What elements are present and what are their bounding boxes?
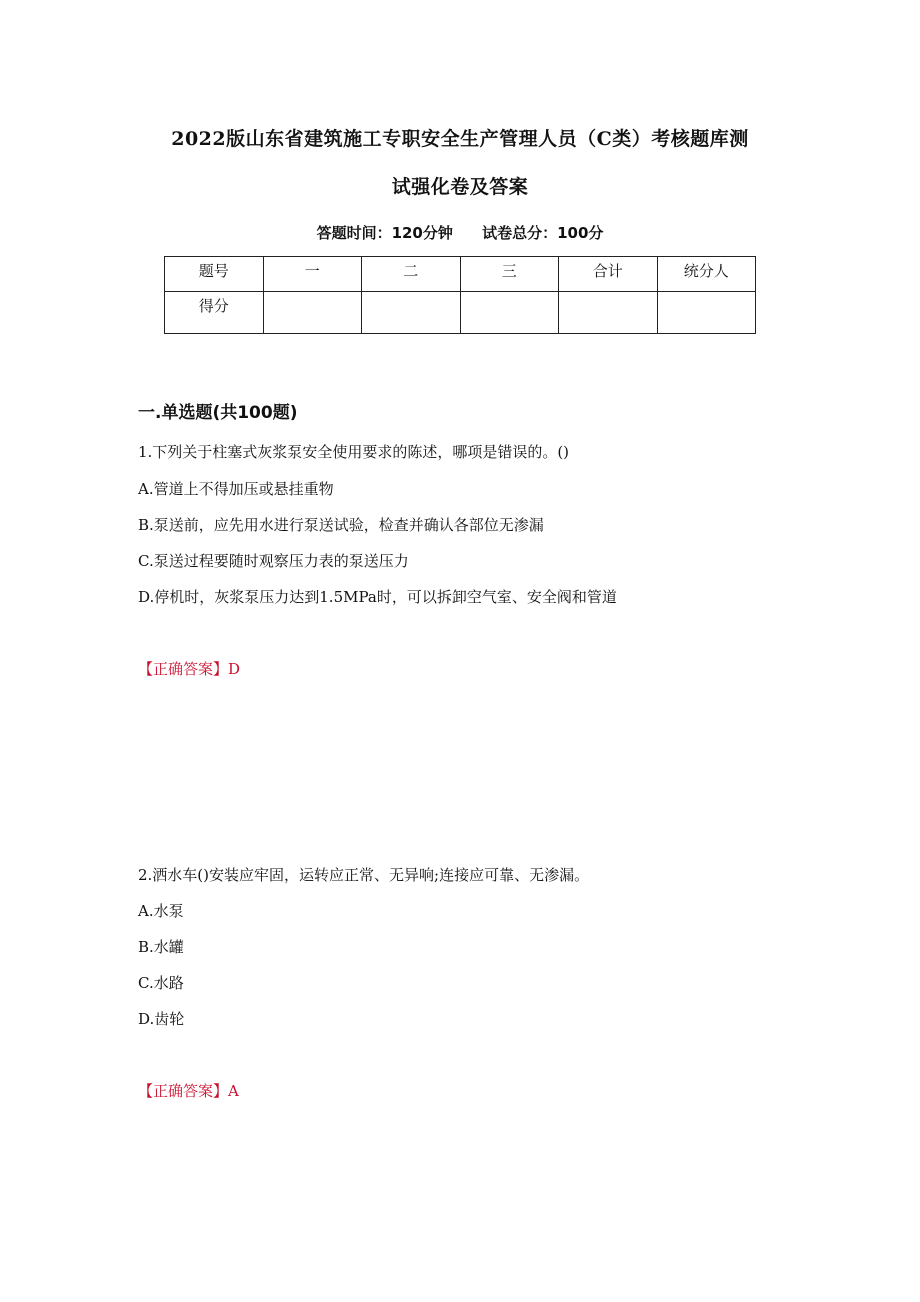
question-option: C.泵送过程要随时观察压力表的泵送压力 [138, 552, 409, 570]
section-title: 一.单选题(共100题) [138, 403, 298, 423]
question-option: B.泵送前，应先用水进行泵送试验，检查并确认各部位无渗漏 [138, 516, 544, 534]
score-header-cell: 合计 [559, 257, 658, 292]
score-table-score-row [165, 292, 756, 334]
question-stem: 1.下列关于柱塞式灰浆泵安全使用要求的陈述，哪项是错误的。() [138, 443, 570, 461]
score-cell-empty [657, 292, 756, 334]
question-option: D.齿轮 [138, 1010, 185, 1028]
question-option: D.停机时，灰浆泵压力达到1.5MPa时，可以拆卸空气室、安全阀和管道 [138, 588, 617, 606]
question-option: A.水泵 [138, 902, 184, 920]
question-option: B.水罐 [138, 938, 184, 956]
score-header-cell: 统分人 [657, 257, 756, 292]
score-cell-empty [460, 292, 559, 334]
score-cell-empty [263, 292, 362, 334]
score-table-header-row [165, 257, 756, 292]
question-option: A.管道上不得加压或悬挂重物 [138, 480, 334, 498]
exam-total-label: 试卷总分：100分 [482, 224, 604, 242]
document-title-line-1: 2022版山东省建筑施工专职安全生产管理人员（C类）考核题库测 [171, 128, 749, 150]
correct-answer: 【正确答案】D [138, 660, 241, 678]
score-cell-empty [362, 292, 461, 334]
score-header-cell: 题号 [165, 257, 264, 292]
score-row-label: 得分 [165, 292, 264, 334]
question-option: C.水路 [138, 974, 184, 992]
exam-meta [100, 222, 820, 243]
exam-time-label: 答题时间：120分钟 [316, 224, 453, 242]
score-header-cell: 一 [263, 257, 362, 292]
document-title-line-2: 试强化卷及答案 [391, 176, 529, 198]
correct-answer: 【正确答案】A [138, 1082, 239, 1100]
score-header-cell: 二 [362, 257, 461, 292]
question-stem: 2.洒水车()安装应牢固，运转应正常、无异响;连接应可靠、无渗漏。 [138, 866, 590, 884]
score-cell-empty [559, 292, 658, 334]
score-header-cell: 三 [460, 257, 559, 292]
score-table [164, 256, 756, 334]
